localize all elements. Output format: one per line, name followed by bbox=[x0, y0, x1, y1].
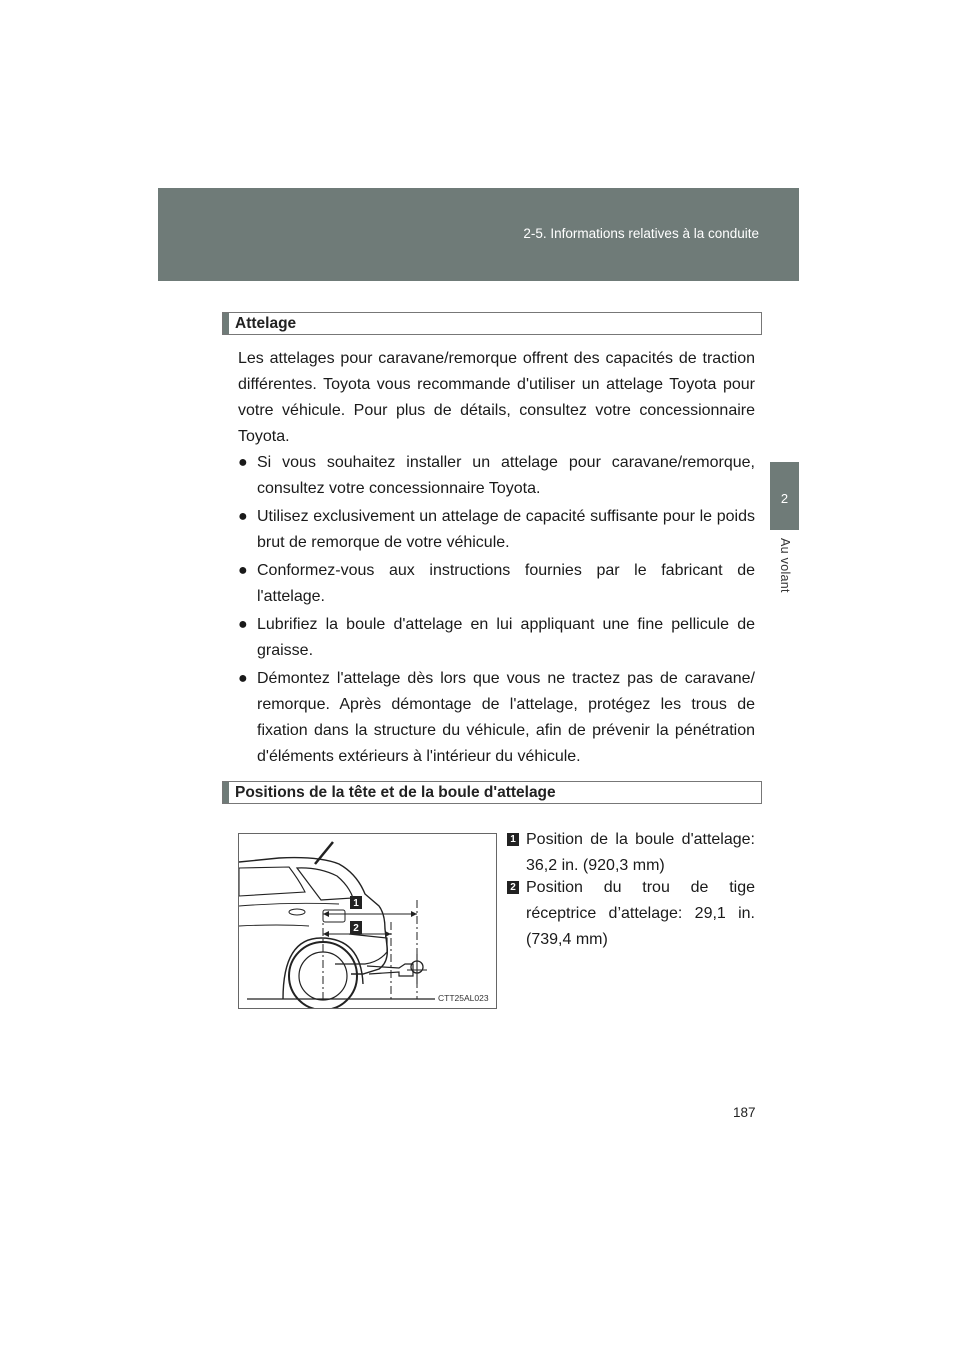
bullet-dot: ● bbox=[238, 670, 248, 687]
bullet-dot: ● bbox=[238, 616, 248, 633]
bullet-text: Conformez-vous aux instructions fournies par le fabricant de l'attelage. bbox=[257, 562, 755, 605]
svg-text:1: 1 bbox=[353, 898, 359, 909]
header-band bbox=[158, 188, 799, 281]
section-title: 2-5. Informations relatives à la conduite bbox=[523, 226, 759, 241]
heading-attelage bbox=[222, 312, 762, 335]
figure-code: CTT25AL023 bbox=[438, 993, 489, 1003]
bullet-item bbox=[238, 558, 755, 610]
bullet-dot: ● bbox=[238, 508, 248, 525]
hitch-diagram bbox=[238, 833, 497, 1009]
legend-text: Position de la boule d'attelage: 36,2 in. (920,3 mm) bbox=[526, 831, 755, 874]
svg-text:2: 2 bbox=[353, 923, 359, 934]
bullet-dot: ● bbox=[238, 562, 248, 579]
legend-text: Position du trou de tige réceptrice d’attelage: 29,1 in. (739,4 mm) bbox=[526, 879, 755, 948]
legend-number: 1 bbox=[507, 833, 519, 846]
intro-paragraph: Les attelages pour caravane/remorque offrent des capacités de traction différentes. Toyota vous recommande d'utiliser un attelage Toyota pour votre véhicule. Pour plus de détails, consultez votre concessionnaire Toyota. bbox=[238, 350, 755, 445]
bullet-text: Lubrifiez la boule d'attelage en lui appliquant une fine pellicule de graisse. bbox=[257, 616, 755, 659]
bullet-text: Utilisez exclusivement un attelage de capacité suffisante pour le poids brut de remorque de votre véhicule. bbox=[257, 508, 755, 551]
bullet-text: Si vous souhaitez installer un attelage pour caravane/remorque, consultez votre concessionnaire Toyota. bbox=[257, 454, 755, 497]
legend-item-1 bbox=[507, 827, 755, 879]
chapter-tab bbox=[770, 462, 799, 530]
chapter-label: Au volant bbox=[778, 538, 792, 593]
page-number: 187 bbox=[733, 1105, 756, 1120]
bullet-item bbox=[238, 504, 755, 556]
legend-item-2 bbox=[507, 875, 755, 953]
bullet-dot: ● bbox=[238, 454, 248, 471]
heading-hitch-positions bbox=[222, 781, 762, 804]
heading-hitch-positions-text: Positions de la tête et de la boule d'attelage bbox=[235, 784, 556, 801]
chapter-number: 2 bbox=[780, 491, 789, 506]
heading-attelage-text: Attelage bbox=[235, 315, 297, 332]
bullet-text: Démontez l'attelage dès lors que vous ne tractez pas de caravane/ remorque. Après démontage de l'attelage, protégez les trous de fixation dans la structure du véhicule, afin de prévenir la pénétration d'éléments extérieurs à l'intérieur du véhicule. bbox=[257, 670, 755, 765]
legend-number: 2 bbox=[507, 881, 519, 894]
bullet-item bbox=[238, 450, 755, 502]
bullet-item bbox=[238, 666, 755, 770]
bullet-item bbox=[238, 612, 755, 664]
car-rear-illustration bbox=[239, 834, 496, 1008]
